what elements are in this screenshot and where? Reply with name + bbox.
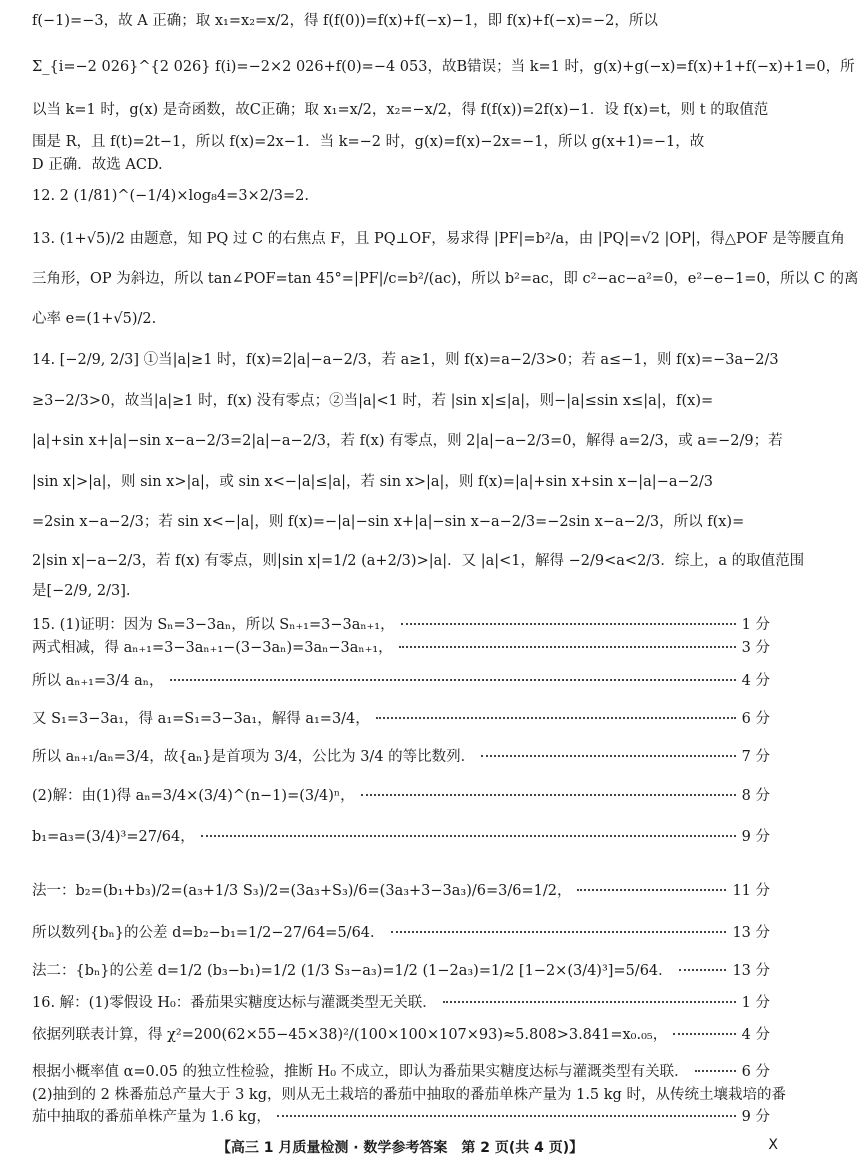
q16-row-points: 1 分 <box>741 995 770 1011</box>
q15-row <box>32 746 770 768</box>
q15-row-text: 所以 aₙ₊₁/aₙ=3/4，故{aₙ}是首项为 3/4，公比为 3/4 的等比数列． <box>32 749 476 765</box>
q15-row <box>32 637 770 659</box>
q11-line: D 正确．故选 ACD. <box>32 157 163 173</box>
q15-row <box>32 785 770 807</box>
leader-dots <box>695 1069 736 1072</box>
q16-row-points: 6 分 <box>741 1064 770 1080</box>
q13-line: 13. (1+√5)/2 由题意，知 PQ 过 C 的右焦点 F，且 PQ⊥OF，易求得 |PF|=b²/a，由 |PQ|=√2 |OP|，得△POF 是等腰直角 <box>32 231 845 247</box>
q15-row-text: 15. (1)证明：因为 Sₙ=3−3aₙ，所以 Sₙ₊₁=3−3aₙ₊₁， <box>32 617 395 633</box>
q16-row-points: 9 分 <box>741 1109 770 1125</box>
leader-dots <box>577 888 726 891</box>
q14-line: |sin x|>|a|，则 sin x>|a|，或 sin x<−|a|≤|a|，若 sin x>|a|，则 f(x)=|a|+sin x+sin x−|a|−a−2/3 <box>32 474 713 490</box>
q14-line: |a|+sin x+|a|−sin x−a−2/3=2|a|−a−2/3，若 f(x) 有零点，则 2|a|−a−2/3=0，解得 a=2/3，或 a=−2/9；若 <box>32 433 783 449</box>
leader-dots <box>376 716 736 719</box>
q15-row-text: b₁=a₃=(3/4)³=27/64， <box>32 829 195 845</box>
q15-row-text: (2)解：由(1)得 aₙ=3/4×(3/4)^(n−1)=(3/4)ⁿ， <box>32 788 355 804</box>
q15-row-text: 又 S₁=3−3a₁，得 a₁=S₁=3−3a₁，解得 a₁=3/4， <box>32 711 370 727</box>
q11-line: 以当 k=1 时，g(x) 是奇函数，故C正确；取 x₁=x/2，x₂=−x/2，得 f(f(x))=2f(x)−1．设 f(x)=t，则 t 的取值范 <box>32 102 769 118</box>
q15-row-text: 法二：{bₙ}的公差 d=1/2 (b₃−b₁)=1/2 (1/3 S₃−a₃)=1/2 (1−2a₃)=1/2 [1−2×(3/4)³]=5/64． <box>32 963 673 979</box>
q11-line: f(−1)=−3，故 A 正确；取 x₁=x₂=x/2，得 f(f(0))=f(x)+f(−x)−1，即 f(x)+f(−x)=−2，所以 <box>32 13 658 29</box>
q15-row-text: 法一：b₂=(b₁+b₃)/2=(a₃+1/3 S₃)/2=(3a₃+S₃)/6=(3a₃+3−3a₃)/6=3/6=1/2， <box>32 883 572 899</box>
q15-row-points: 13 分 <box>732 963 770 979</box>
q15-row-points: 4 分 <box>741 673 770 689</box>
leader-dots <box>443 1000 736 1003</box>
leader-dots <box>399 645 736 648</box>
q12-answer: 12. 2 (1/81)^(−1/4)×log₈4=3×2/3=2. <box>32 188 310 204</box>
q16-row <box>32 1024 770 1046</box>
leader-dots <box>361 793 736 796</box>
q15-row <box>32 880 770 902</box>
q15-row-points: 1 分 <box>741 617 770 633</box>
leader-dots <box>201 834 736 837</box>
q14-line: 是[−2/9, 2/3]. <box>32 583 131 599</box>
q16-row <box>32 1106 770 1128</box>
footer-mark: X <box>768 1137 778 1153</box>
q15-row-points: 9 分 <box>741 829 770 845</box>
q15-row-text: 所以 aₙ₊₁=3/4 aₙ， <box>32 673 164 689</box>
q15-row-text: 所以数列{bₙ}的公差 d=b₂−b₁=1/2−27/64=5/64． <box>32 925 385 941</box>
leader-dots <box>401 622 736 625</box>
q16-row-text: 16. 解：(1)零假设 H₀：番茄果实糖度达标与灌溉类型无关联． <box>32 995 437 1011</box>
q16-row-points: 4 分 <box>741 1027 770 1043</box>
q16-row-text: 依据列联表计算，得 χ²=200(62×55−45×38)²/(100×100×107×93)≈5.808>3.841=x₀.₀₅， <box>32 1027 668 1043</box>
q11-line: Σ_{i=−2 026}^{2 026} f(i)=−2×2 026+f(0)=−4 053，故B错误；当 k=1 时，g(x)+g(−x)=f(x)+1+f(−x)+1=0，所 <box>32 59 855 75</box>
q16-row <box>32 992 770 1014</box>
q15-row <box>32 960 770 982</box>
q14-line: =2sin x−a−2/3；若 sin x<−|a|，则 f(x)=−|a|−sin x+|a|−sin x−a−2/3=−2sin x−a−2/3，所以 f(x)= <box>32 514 745 530</box>
q14-line: ≥3−2/3>0，故当|a|≥1 时，f(x) 没有零点；②当|a|<1 时，若 |sin x|≤|a|，则−|a|≤sin x≤|a|，f(x)= <box>32 393 714 409</box>
q15-row <box>32 708 770 730</box>
leader-dots <box>170 678 736 681</box>
q15-row-points: 13 分 <box>732 925 770 941</box>
q15-row-points: 7 分 <box>741 749 770 765</box>
q15-row-text: 两式相减，得 aₙ₊₁=3−3aₙ₊₁−(3−3aₙ)=3aₙ−3aₙ₊₁， <box>32 640 393 656</box>
leader-dots <box>277 1114 736 1117</box>
q15-row <box>32 826 770 848</box>
q14-line: 2|sin x|−a−2/3，若 f(x) 有零点，则|sin x|=1/2 (a+2/3)>|a|．又 |a|<1，解得 −2/9<a<2/3．综上，a 的取值范围 <box>32 553 805 569</box>
q13-line: 三角形，OP 为斜边，所以 tan∠POF=tan 45°=|PF|/c=b²/(ac)，所以 b²=ac，即 c²−ac−a²=0，e²−e−1=0，所以 C 的离 <box>32 271 859 287</box>
q13-line: 心率 e=(1+√5)/2. <box>32 311 157 327</box>
q15-row-points: 8 分 <box>741 788 770 804</box>
q15-row <box>32 922 770 944</box>
leader-dots <box>673 1032 735 1035</box>
leader-dots <box>481 754 736 757</box>
leader-dots <box>679 968 727 971</box>
q14-line: 14. [−2/9, 2/3] ①当|a|≥1 时，f(x)=2|a|−a−2/3，若 a≥1，则 f(x)=a−2/3>0；若 a≤−1，则 f(x)=−3a−2/3 <box>32 352 779 368</box>
q15-row-points: 3 分 <box>741 640 770 656</box>
q15-row <box>32 614 770 636</box>
page-footer: 【高三 1 月质量检测 · 数学参考答案 第 2 页(共 4 页)】 <box>216 1140 584 1156</box>
q15-row-points: 11 分 <box>732 883 770 899</box>
q16-part2-line: (2)抽到的 2 株番茄总产量大于 3 kg，则从无土栽培的番茄中抽取的番茄单株产量为 1.5 kg 时，从传统土壤栽培的番 <box>32 1087 786 1103</box>
leader-dots <box>391 930 727 933</box>
q16-row-text: 茄中抽取的番茄单株产量为 1.6 kg， <box>32 1109 271 1125</box>
q15-row <box>32 670 770 692</box>
q11-line: 围是 R，且 f(t)=2t−1，所以 f(x)=2x−1．当 k=−2 时，g(x)=f(x)−2x=−1，所以 g(x+1)=−1，故 <box>32 134 705 150</box>
q16-row <box>32 1061 770 1083</box>
q16-row-text: 根据小概率值 α=0.05 的独立性检验，推断 H₀ 不成立，即认为番茄果实糖度达标与灌溉类型有关联． <box>32 1064 689 1080</box>
q15-row-points: 6 分 <box>741 711 770 727</box>
